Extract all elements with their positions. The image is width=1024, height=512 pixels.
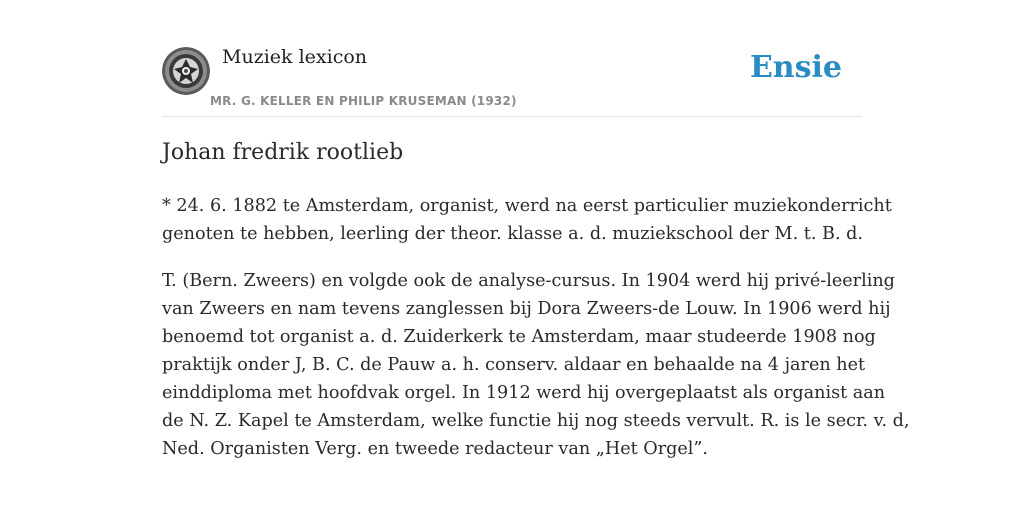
paragraph-line: de N. Z. Kapel te Amsterdam, welke functie hij nog steeds vervult. R. is le secr. v. d, bbox=[162, 411, 910, 431]
paragraph-line: * 24. 6. 1882 te Amsterdam, organist, werd na eerst particulier muziekonderricht bbox=[162, 196, 892, 216]
brand-logo[interactable]: Ensie bbox=[749, 50, 842, 85]
entry-paragraph bbox=[162, 267, 910, 463]
paragraph-line: T. (Bern. Zweers) en volgde ook de analyse-cursus. In 1904 werd hij privé-leerling bbox=[162, 271, 895, 291]
emblem-icon[interactable] bbox=[162, 47, 210, 95]
paragraph-line: van Zweers en nam tevens zanglessen bij Dora Zweers-de Louw. In 1906 werd hij bbox=[162, 299, 891, 319]
paragraph-line: einddiploma met hoofdvak orgel. In 1912 werd hij overgeplaatst als organist aan bbox=[162, 383, 886, 403]
entry-title: Johan fredrik rootlieb bbox=[162, 140, 404, 165]
paragraph-line: benoemd tot organist a. d. Zuiderkerk te Amsterdam, maar studeerde 1908 nog bbox=[162, 327, 876, 347]
entry-paragraph bbox=[162, 192, 892, 248]
paragraph-line: Ned. Organisten Verg. en tweede redacteur van „Het Orgel”. bbox=[162, 439, 708, 459]
paragraph-line: genoten te hebben, leerling der theor. klasse a. d. muziekschool der M. t. B. d. bbox=[162, 224, 863, 244]
paragraph-line: praktijk onder J, B. C. de Pauw a. h. conserv. aldaar en behaalde na 4 jaren het bbox=[162, 355, 866, 375]
source-authors: MR. G. KELLER EN PHILIP KRUSEMAN (1932) bbox=[210, 94, 517, 108]
source-header bbox=[162, 0, 862, 117]
entry-card bbox=[162, 0, 910, 512]
source-title[interactable]: Muziek lexicon bbox=[222, 46, 368, 68]
